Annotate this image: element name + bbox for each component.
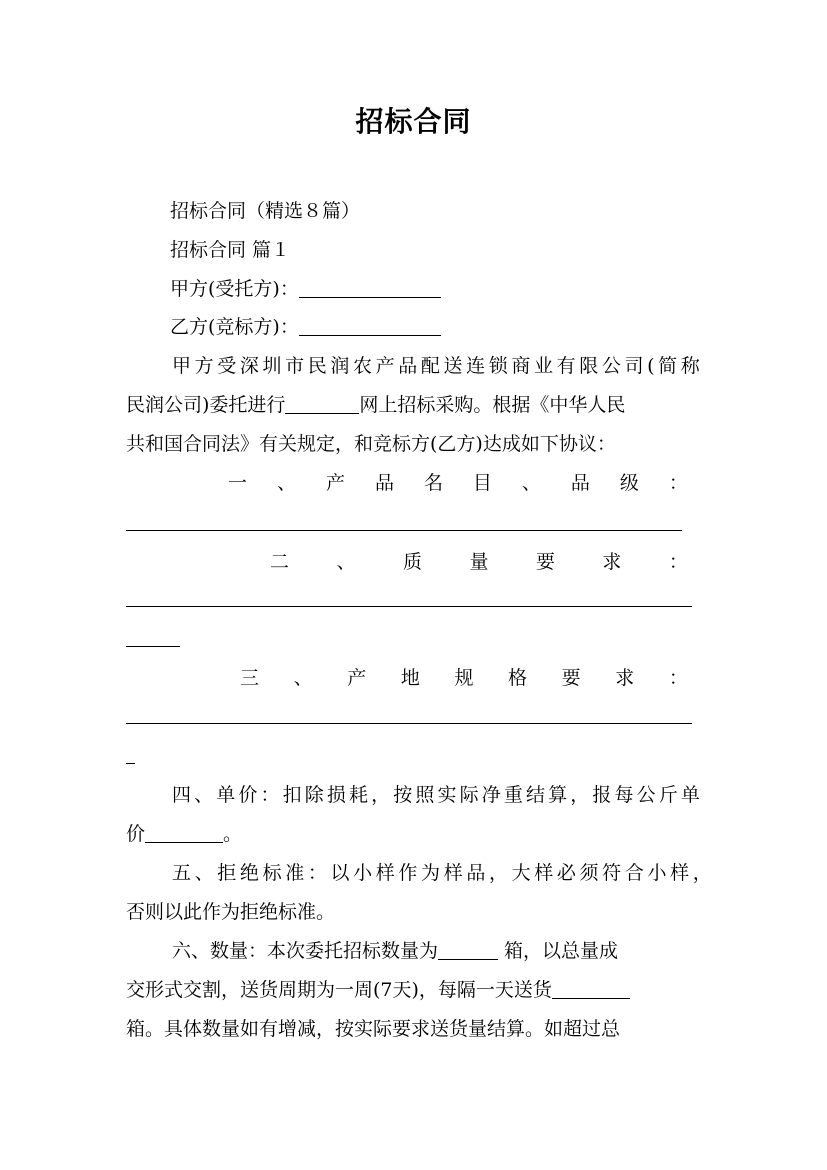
- intro-line-2: [126, 392, 625, 418]
- item-2-char: 量: [469, 551, 489, 573]
- item-2-char: ：: [668, 551, 688, 573]
- item-2-char: 质: [402, 551, 422, 573]
- item-3-char: 要: [561, 667, 581, 689]
- item-3-char: 求: [615, 667, 635, 689]
- item-4-line-1: [172, 782, 700, 808]
- item-6-line-3: 箱。具体数量如有增减，按实际要求送货量结算。如超过总: [126, 1018, 621, 1040]
- quantity-blank: [438, 941, 498, 960]
- item-3-blank-cont: [126, 763, 135, 764]
- item-4-line-1-text: 四 、 单 价 ： 扣 除 损 耗 ， 按 照 实 际 净 重 结 算 ， 报 每 公 斤 单: [172, 784, 700, 806]
- party-b-label: 乙方(竞标方)：: [170, 316, 299, 338]
- item-3-heading: [240, 665, 688, 691]
- delivery-blank: [552, 980, 630, 999]
- item-5-line-1-text: 五 、 拒 绝 标 准 ： 以 小 样 作 为 样 品 ， 大 样 必 须 符 合 小 样 ，: [172, 862, 712, 884]
- item-1-blank: [126, 530, 682, 531]
- section-heading: 招标合同 篇１: [170, 239, 291, 261]
- item-4-period: 。: [223, 823, 243, 845]
- party-b-line: [170, 314, 441, 340]
- item-2-heading: [270, 549, 688, 575]
- item-3-char: ：: [668, 667, 688, 689]
- item-2-char: 、: [336, 551, 356, 573]
- document-title: 招标合同: [355, 105, 472, 138]
- item-1-char: 一: [228, 472, 248, 494]
- item-6-line-2: [126, 977, 630, 1003]
- item-3-char: 三: [240, 667, 260, 689]
- item-2-blank-cont: [126, 646, 180, 647]
- item-2-char: 二: [270, 551, 290, 573]
- item-6-delivery-text: 交形式交割，送货周期为一周(7天)，每隔一天送货: [126, 979, 552, 1001]
- item-6-line-1-end: 箱，以总量成: [498, 940, 619, 962]
- item-2-char: 求: [602, 551, 622, 573]
- item-4-line-2: [126, 821, 242, 847]
- item-1-char: 名: [423, 472, 443, 494]
- item-1-char: 、: [276, 472, 296, 494]
- item-1-char: 产: [325, 472, 345, 494]
- subtitle-heading: 招标合同（精选８篇）: [170, 200, 361, 222]
- item-4-unit-label: 价: [126, 823, 146, 845]
- intro-line-1: [172, 353, 700, 379]
- item-6-quantity-label: 六、数量：本次委托招标数量为: [172, 940, 439, 962]
- intro-line-3: 共和国合同法》有关规定，和竞标方(乙方)达成如下协议：: [126, 433, 616, 455]
- item-5-line-1: [172, 860, 712, 886]
- item-1-char: 、: [521, 472, 541, 494]
- party-b-blank: [299, 317, 441, 336]
- unit-price-blank: [145, 824, 223, 843]
- item-3-char: 规: [454, 667, 474, 689]
- party-a-line: [170, 276, 441, 302]
- item-2-char: 要: [535, 551, 555, 573]
- item-3-char: 格: [508, 667, 528, 689]
- intro-line-2-end: 网上招标采购。根据《中华人民: [359, 394, 626, 416]
- item-3-char: 、: [293, 667, 313, 689]
- item-1-char: 目: [472, 472, 492, 494]
- item-5-line-2: 否则以此作为拒绝标准。: [126, 901, 336, 923]
- item-1-char: 品: [570, 472, 590, 494]
- party-a-label: 甲方(受托方)：: [170, 278, 299, 300]
- item-1-char: 级: [619, 472, 639, 494]
- intro-line-2-start: 民润公司)委托进行: [126, 394, 286, 416]
- project-blank: [285, 395, 359, 414]
- item-1-heading: [228, 470, 688, 496]
- party-a-blank: [299, 279, 441, 298]
- intro-line-1-text: 甲 方 受 深 圳 市 民 润 农 产 品 配 送 连 锁 商 业 有 限 公 司 ( 简 称: [172, 355, 700, 377]
- item-1-char: 品: [374, 472, 394, 494]
- item-2-blank: [126, 606, 692, 607]
- item-3-char: 产: [347, 667, 367, 689]
- item-6-line-1: [172, 938, 618, 964]
- item-1-char: ：: [668, 472, 688, 494]
- item-3-blank: [126, 723, 692, 724]
- item-3-char: 地: [400, 667, 420, 689]
